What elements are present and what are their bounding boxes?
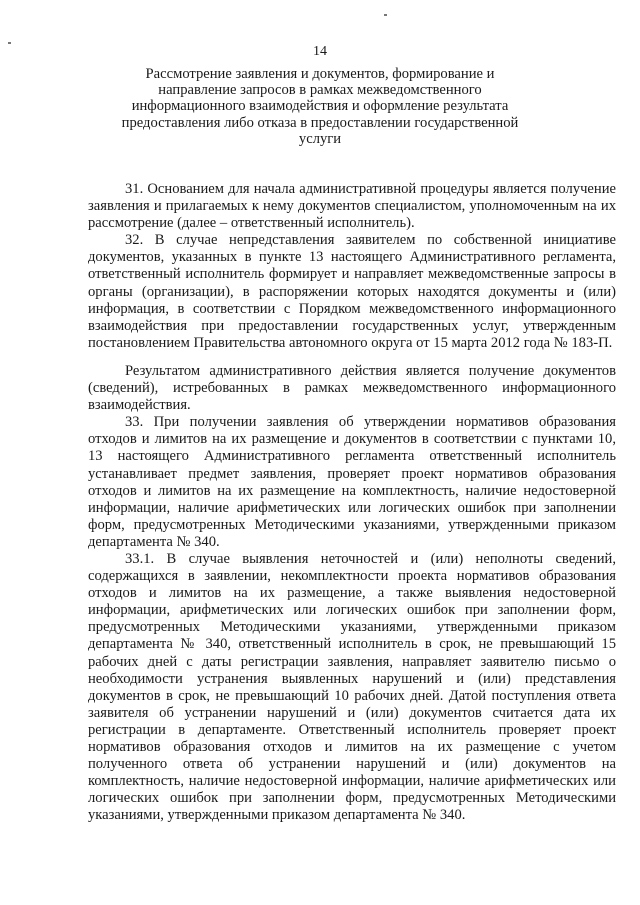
page-number: 14 [313,44,327,59]
scan-mark [384,14,387,16]
paragraph-33-1: 33.1. В случае выявления неточностей и (или) неполноты сведений, содержащихся в заявлении, некомплектности проекта нормативов образования отходов и лимитов на их размещение, а также выявления недостоверной информации, арифметических или логических ошибок при заполнении форм, предусмотренных Методическими указаниями, утвержденными приказом департамента № 340, ответственный исполнитель в срок, не превышающий 15 рабочих дней с даты регистрации заявления, направляет заявителю письмо о необходимости устранения выявленных нарушений и (или) представления документов в срок, не превышающий 10 рабочих дней. Датой поступления ответа заявителя об устранении нарушений и (или) документов считается дата их регистрации в департаменте. Ответственный исполнитель проверяет проект нормативов образования отходов и лимитов на их размещение с учетом полученного ответа об устранении нарушений и (или) документов на комплектность, наличие недостоверной информации, наличие арифметических или логических ошибок при заполнении форм, предусмотренных Методическими указаниями, утвержденными приказом департамента № 340. [88,550,616,824]
paragraph-result: Результатом административного действия является получение документов (сведений), истребованных в рамках межведомственного информационного взаимодействия. [88,362,616,414]
paragraph-33: 33. При получении заявления об утверждении нормативов образования отходов и лимитов на их размещение и документов в соответствии с пунктами 10, 13 настоящего Административного регламента ответственный исполнитель устанавливает предмет заявления, проверяет проект нормативов образования отходов и лимитов на их размещение на комплектность, наличие недостоверной информации, наличие арифметических или логических ошибок при заполнении форм, предусмотренных Методическими указаниями, утвержденными приказом департамента № 340. [88,414,616,550]
paragraph-31: 31. Основанием для начала административной процедуры является получение заявления и прилагаемых к нему документов специалистом, уполномоченным на их рассмотрение (далее – ответственный исполнитель). [88,181,616,232]
paragraph-32: 32. В случае непредставления заявителем по собственной инициативе документов, указанных в пункте 13 настоящего Административного регламента, ответственный исполнитель формирует и направляет межведомственные запросы в органы (организации), в распоряжении которых находятся документы и (или) информация, в соответствии с Порядком межведомственного информационного взаимодействия при предоставлении государственных услуг, утвержденным постановлением Правительства автономного округа от 15 марта 2012 года № 183-П. [88,232,616,351]
section-heading: Рассмотрение заявления и документов, формирование и направление запросов в рамках межведомственного информационного взаимодействия и оформление результата предоставления либо отказа в предоставлении государственной услуги [121,66,519,147]
document-body [88,181,616,824]
